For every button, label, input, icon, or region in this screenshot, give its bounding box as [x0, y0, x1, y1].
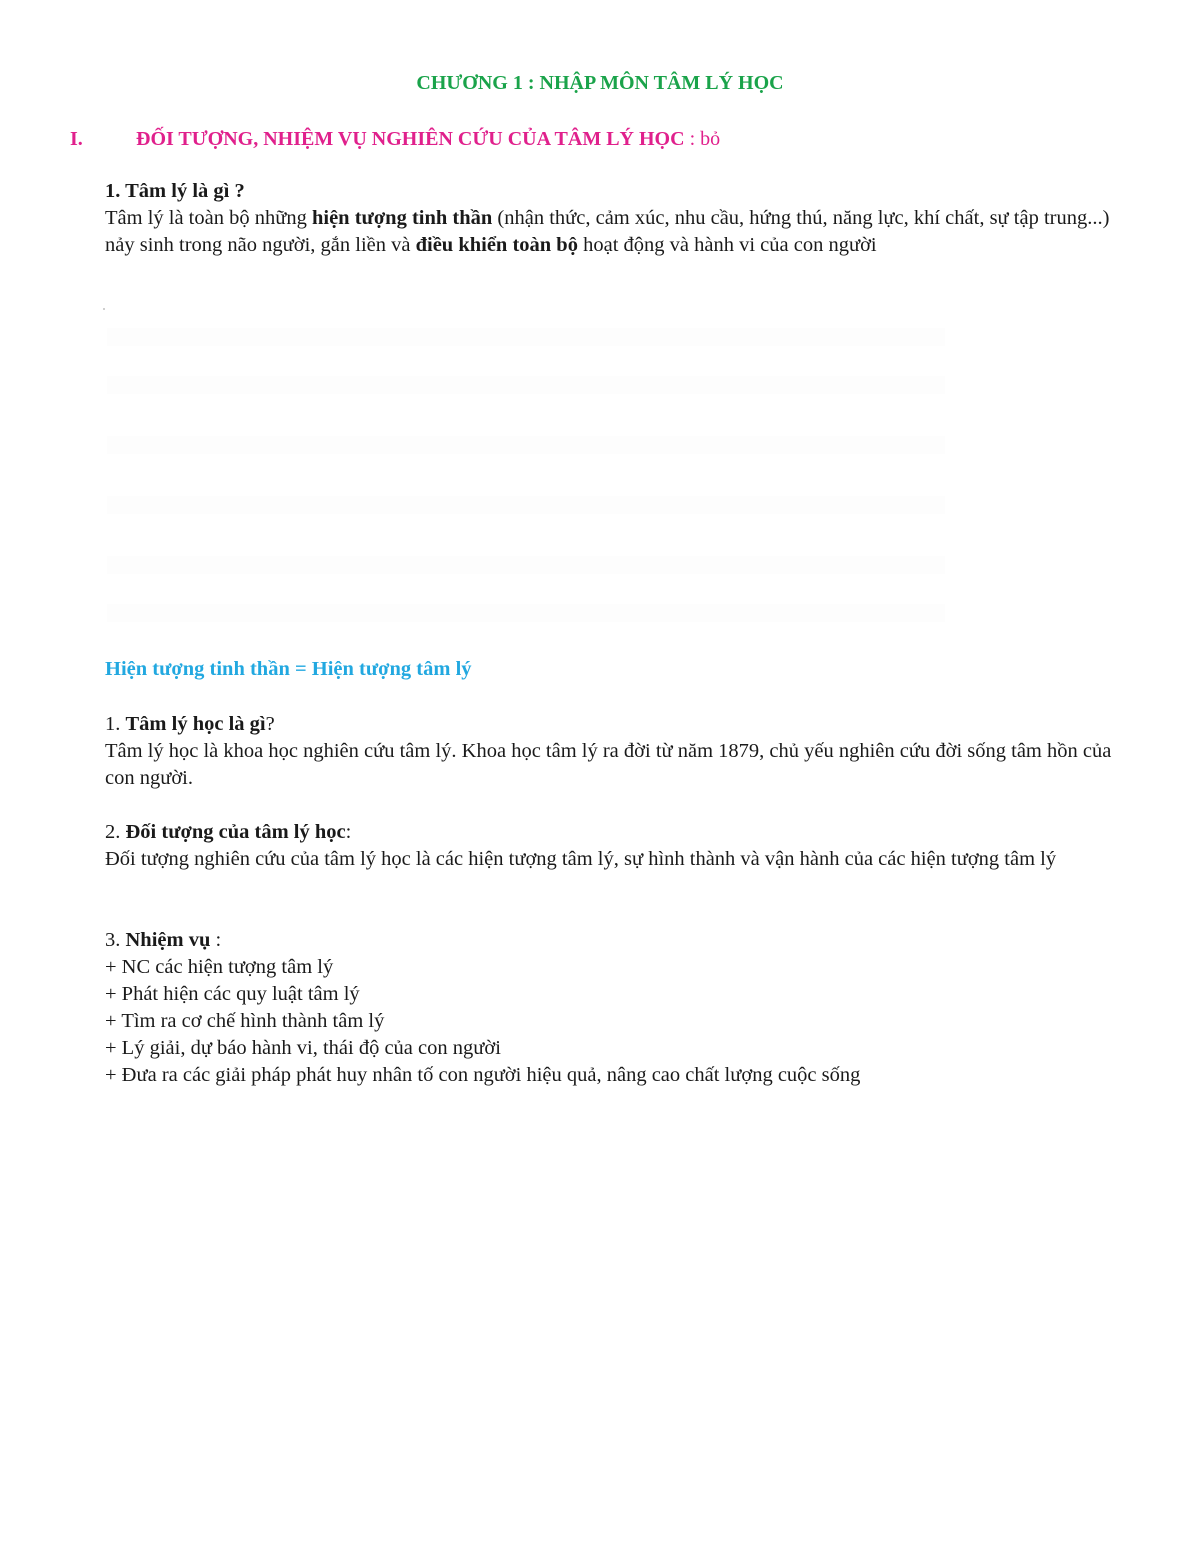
question-4-block — [105, 927, 1135, 1089]
question-2-heading — [105, 711, 1135, 738]
bold-run: hiện tượng tinh thần — [311, 207, 493, 229]
faint-line — [107, 436, 945, 454]
faint-line — [107, 604, 945, 622]
question-1-paragraph — [105, 205, 1135, 259]
section-suffix: : bỏ — [684, 128, 721, 150]
bold-run: điều khiển toàn bộ — [415, 234, 578, 256]
heading-number: 1. — [105, 713, 126, 735]
text-run: hoạt động và hành vi của con người — [577, 234, 877, 256]
list-item: + NC các hiện tượng tâm lý — [105, 956, 334, 978]
list-item: + Lý giải, dự báo hành vi, thái độ của con người — [105, 1037, 501, 1059]
question-2-block — [105, 711, 1135, 792]
faint-line — [107, 376, 945, 394]
heading-punct: : — [210, 929, 222, 951]
highlight-equation: Hiện tượng tinh thần = Hiện tượng tâm lý — [105, 658, 472, 680]
question-2-paragraph: Tâm lý học là khoa học nghiên cứu tâm lý. Khoa học tâm lý ra đời từ năm 1879, chủ yếu nghiên cứu đời sống tâm hồn của con người. — [105, 740, 1112, 789]
heading-title: Nhiệm vụ — [125, 929, 211, 951]
text-run: Tâm lý là toàn bộ những — [105, 207, 312, 229]
faint-line — [107, 496, 945, 514]
section-numeral: I. — [70, 128, 83, 150]
faint-line — [107, 328, 945, 346]
section-title: ĐỐI TƯỢNG, NHIỆM VỤ NGHIÊN CỨU CỦA TÂM LÝ HỌC — [136, 128, 685, 150]
heading-title: Đối tượng của tâm lý học — [125, 821, 346, 843]
text-run: (nhận thức, cảm xúc, nhu cầu, hứng thú, năng lực, khí chất, sự tập trung...) nảy sinh trong não người, gắn liền và — [105, 207, 1110, 256]
heading-title: Tâm lý học là gì — [125, 713, 266, 735]
section-heading — [70, 128, 1150, 151]
chapter-title: CHƯƠNG 1 : NHẬP MÔN TÂM LÝ HỌC — [416, 72, 784, 94]
list-item: + Tìm ra cơ chế hình thành tâm lý — [105, 1010, 385, 1032]
heading-number: 2. — [105, 821, 126, 843]
question-3-heading — [105, 819, 1135, 846]
image-corner-mark — [103, 308, 105, 310]
list-item: + Đưa ra các giải pháp phát huy nhân tố con người hiệu quả, nâng cao chất lượng cuộc sống — [105, 1064, 861, 1086]
heading-punct: : — [345, 821, 352, 843]
heading-number: 3. — [105, 929, 126, 951]
heading-punct: ? — [265, 713, 275, 735]
question-1-block — [105, 178, 1135, 259]
question-3-paragraph: Đối tượng nghiên cứu của tâm lý học là các hiện tượng tâm lý, sự hình thành và vận hành của các hiện tượng tâm lý — [105, 848, 1057, 870]
question-1-heading: 1. Tâm lý là gì ? — [105, 180, 245, 202]
list-item: + Phát hiện các quy luật tâm lý — [105, 983, 360, 1005]
question-4-heading — [105, 927, 1135, 954]
question-3-block — [105, 819, 1135, 873]
faint-line — [107, 556, 945, 574]
blank-image-area — [103, 308, 951, 628]
